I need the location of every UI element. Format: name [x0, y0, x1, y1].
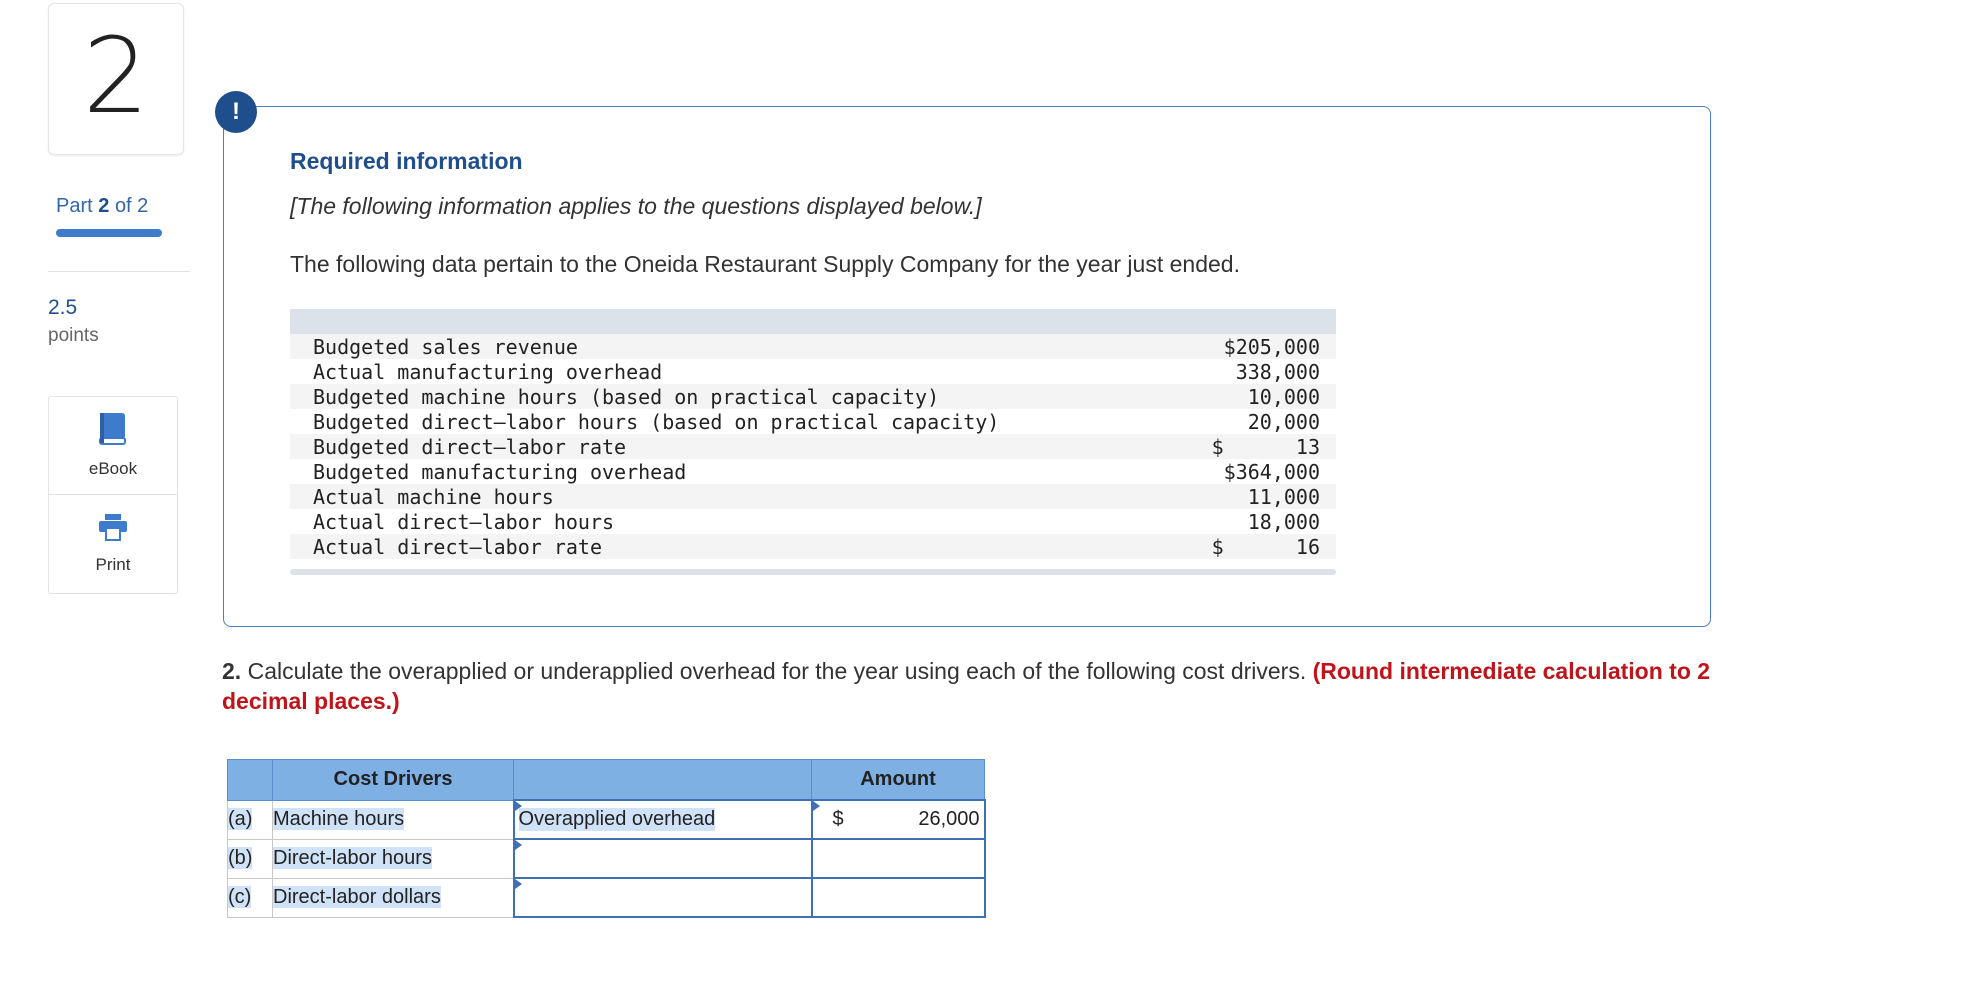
row-label: Actual direct–labor rate: [313, 534, 602, 559]
data-table-header: [290, 309, 1336, 334]
row-value: $ 13: [1211, 434, 1320, 459]
points-label: points: [48, 325, 99, 346]
row-value: 18,000: [1247, 509, 1320, 534]
print-label: Print: [95, 555, 131, 574]
row-value: $364,000: [1223, 459, 1320, 484]
table-row: [290, 509, 1336, 534]
overhead-type-select[interactable]: [514, 839, 812, 878]
question-text: [222, 656, 1722, 716]
ebook-button[interactable]: [49, 397, 177, 494]
part-indicator: [56, 195, 148, 218]
header-amount: Amount: [812, 760, 985, 801]
row-label: Budgeted machine hours (based on practical capacity): [313, 384, 940, 409]
data-table-footer: [290, 569, 1336, 575]
header-overhead-type: [514, 760, 812, 801]
input-flag-icon: [515, 879, 522, 889]
question-number-label: 2.: [222, 658, 242, 684]
table-row: [290, 484, 1336, 509]
row-label: Actual machine hours: [313, 484, 554, 509]
table-row: [290, 534, 1336, 559]
cost-driver-label: Direct-labor dollars: [273, 878, 514, 917]
book-icon: [98, 412, 128, 451]
alert-icon: !: [215, 91, 257, 133]
answer-table: [227, 759, 986, 918]
row-value: 10,000: [1247, 384, 1320, 409]
table-row: [290, 384, 1336, 409]
table-row: [290, 459, 1336, 484]
row-value: $205,000: [1223, 334, 1320, 359]
header-cost-drivers: Cost Drivers: [273, 760, 514, 801]
table-row: [290, 434, 1336, 459]
row-letter: (b): [228, 839, 273, 878]
input-flag-icon: [813, 801, 820, 811]
printer-icon: [98, 512, 128, 547]
row-label: Budgeted direct–labor hours (based on practical capacity): [313, 409, 1000, 434]
row-value: 11,000: [1247, 484, 1320, 509]
header-letter: [228, 760, 273, 801]
data-table: [290, 309, 1336, 575]
amount-value: 26,000: [918, 808, 980, 830]
overhead-type-select[interactable]: [514, 878, 812, 917]
part-prefix: Part: [56, 195, 93, 217]
required-info-subtitle: [The following information applies to the questions displayed below.]: [290, 193, 982, 219]
required-info-title: Required information: [290, 148, 523, 174]
row-label: Budgeted sales revenue: [313, 334, 578, 359]
cost-driver-label: Machine hours: [273, 800, 514, 839]
currency-symbol: $: [832, 808, 844, 830]
cost-driver-label: Direct-labor hours: [273, 839, 514, 878]
row-letter: (c): [228, 878, 273, 917]
amount-input[interactable]: [812, 839, 985, 878]
row-value: 20,000: [1247, 409, 1320, 434]
table-row: [228, 839, 985, 878]
input-flag-icon: [515, 801, 522, 811]
amount-input[interactable]: [812, 878, 985, 917]
intro-text: The following data pertain to the Oneida Restaurant Supply Company for the year just ended.: [290, 251, 1240, 277]
table-row: [228, 878, 985, 917]
data-table-body: [290, 334, 1336, 559]
table-row: [290, 359, 1336, 384]
question-number: 2: [82, 15, 150, 137]
tools-panel: [48, 396, 178, 594]
part-current: 2: [98, 195, 110, 217]
part-progress-bar: [56, 229, 162, 237]
question-number-card: [48, 3, 184, 155]
row-label: Actual direct–labor hours: [313, 509, 615, 534]
row-value: $ 16: [1211, 534, 1320, 559]
part-suffix: of 2: [114, 195, 149, 217]
row-value: 338,000: [1235, 359, 1320, 384]
question-body: Calculate the overapplied or underapplied overhead for the year using each of the following cost drivers.: [247, 658, 1307, 684]
sidebar-divider: [48, 271, 190, 272]
row-label: Actual manufacturing overhead: [313, 359, 663, 384]
row-label: Budgeted direct–labor rate: [313, 434, 627, 459]
row-label: Budgeted manufacturing overhead: [313, 459, 687, 484]
rounding-instruction: (Round intermediate calculation to 2 decimal places.): [222, 658, 1711, 714]
row-letter: (a): [228, 800, 273, 839]
overhead-type-value: Overapplied overhead: [518, 808, 716, 830]
ebook-label: eBook: [88, 459, 138, 478]
print-button[interactable]: [49, 494, 177, 592]
input-flag-icon: [515, 840, 522, 850]
table-row: [228, 800, 985, 839]
table-row: [290, 334, 1336, 359]
amount-input[interactable]: [812, 800, 985, 839]
overhead-type-select[interactable]: [514, 800, 812, 839]
table-row: [290, 409, 1336, 434]
points-value: 2.5: [48, 296, 78, 319]
